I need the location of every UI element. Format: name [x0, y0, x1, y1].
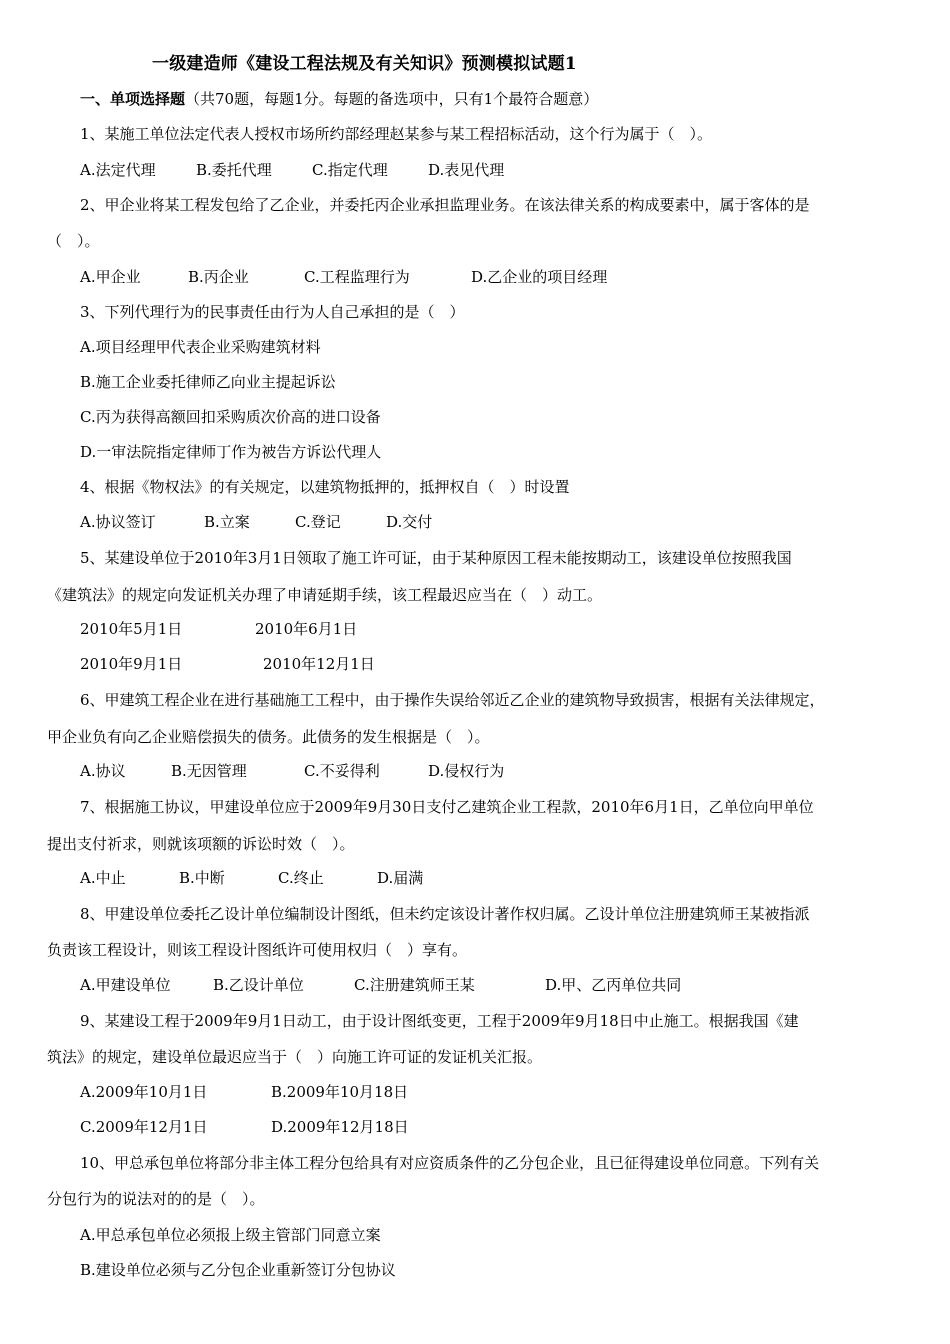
question-5-options-row2: [80, 653, 375, 675]
option-1: 2010年5月1日: [80, 620, 183, 638]
question-9-text: 9、某建设工程于2009年9月1日动工，由于设计图纸变更，工程于2009年9月18日中止施工。根据我国《建: [80, 1012, 799, 1030]
question-3-option-a: A.项目经理甲代表企业采购建筑材料: [80, 338, 321, 356]
question-8-text-cont: 负责该工程设计，则该工程设计图纸许可使用权归（ ）享有。: [47, 941, 468, 959]
question-8-text: 8、甲建设单位委托乙设计单位编制设计图纸，但未约定该设计著作权归属。乙设计单位注册建筑师王某被指派: [80, 905, 810, 923]
option-b: B.2009年10月18日: [271, 1083, 409, 1101]
question-1-options: [80, 159, 504, 181]
option-a: A.法定代理: [80, 161, 156, 179]
question-8-options: [80, 974, 681, 996]
question-3-option-d: D.一审法院指定律师丁作为被告方诉讼代理人: [80, 443, 382, 461]
option-d: D.交付: [386, 513, 433, 531]
question-3-option-c: C.丙为获得高额回扣采购质次价高的进口设备: [80, 408, 381, 426]
option-d: D.侵权行为: [428, 762, 505, 780]
option-a: A.中止: [80, 869, 126, 887]
question-7-text: 7、根据施工协议，甲建设单位应于2009年9月30日支付乙建筑企业工程款，2010年6月1日，乙单位向甲单位: [80, 798, 814, 816]
option-c: C.不妥得利: [304, 762, 380, 780]
question-5-text-cont: 《建筑法》的规定向发证机关办理了申请延期手续，该工程最迟应当在（ ）动工。: [47, 586, 603, 604]
question-9-options-row2: [80, 1116, 409, 1138]
question-7-options: [80, 867, 423, 889]
option-d: D.甲、乙丙单位共同: [545, 976, 682, 994]
option-c: C.注册建筑师王某: [354, 976, 475, 994]
option-a: A.协议: [80, 762, 126, 780]
option-b: B.丙企业: [188, 268, 249, 286]
question-7-text-cont: 提出支付祈求，则就该项额的诉讼时效（ ）。: [47, 835, 355, 853]
option-c: C.登记: [295, 513, 341, 531]
question-10-text-cont: 分包行为的说法对的的是（ ）。: [47, 1190, 265, 1208]
option-c: C.工程监理行为: [304, 268, 410, 286]
question-5-options-row1: [80, 618, 357, 640]
option-a: A.协议签订: [80, 513, 156, 531]
option-3: 2010年9月1日: [80, 655, 183, 673]
question-1-text: 1、某施工单位法定代表人授权市场所约部经理赵某参与某工程招标活动，这个行为属于（ ）。: [80, 125, 713, 143]
option-a: A.2009年10月1日: [80, 1083, 208, 1101]
question-2-text-cont: （ ）。: [47, 232, 100, 250]
option-b: B.乙设计单位: [213, 976, 304, 994]
question-3-option-b: B.施工企业委托律师乙向业主提起诉讼: [80, 373, 336, 391]
question-2-options: [80, 266, 607, 288]
question-10-option-b: B.建设单位必须与乙分包企业重新签订分包协议: [80, 1261, 396, 1279]
option-b: B.委托代理: [196, 161, 272, 179]
question-6-text: 6、甲建筑工程企业在进行基础施工工程中，由于操作失误给邻近乙企业的建筑物导致损害，根据有关法律规定，: [80, 691, 825, 709]
option-b: B.无因管理: [171, 762, 247, 780]
option-b: B.中断: [179, 869, 225, 887]
question-10-text: 10、甲总承包单位将部分非主体工程分包给具有对应资质条件的乙分包企业，且已征得建设单位同意。下列有关: [80, 1154, 820, 1172]
option-d: D.2009年12月18日: [271, 1118, 409, 1136]
section-note: （共70题，每题1分。每题的备选项中，只有1个最符合题意）: [185, 90, 599, 108]
option-4: 2010年12月1日: [263, 655, 375, 673]
option-c: C.终止: [278, 869, 324, 887]
question-6-text-cont: 甲企业负有向乙企业赔偿损失的债务。此债务的发生根据是（ ）。: [47, 728, 490, 746]
question-5-text: 5、某建设单位于2010年3月1日领取了施工许可证，由于某种原因工程未能按期动工，该建设单位按照我国: [80, 549, 792, 567]
question-6-options: [80, 760, 504, 782]
document-title: 一级建造师《建设工程法规及有关知识》预测模拟试题1: [152, 54, 577, 74]
option-d: D.乙企业的项目经理: [471, 268, 608, 286]
option-d: D.表见代理: [428, 161, 505, 179]
option-c: C.2009年12月1日: [80, 1118, 208, 1136]
section-heading: [80, 88, 598, 109]
option-a: A.甲建设单位: [80, 976, 171, 994]
section-title: 一、单项选择题: [80, 90, 186, 108]
option-c: C.指定代理: [312, 161, 388, 179]
option-b: B.立案: [204, 513, 250, 531]
question-9-text-cont: 筑法》的规定，建设单位最迟应当于（ ）向施工许可证的发证机关汇报。: [47, 1048, 543, 1066]
question-2-text: 2、甲企业将某工程发包给了乙企业，并委托丙企业承担监理业务。在该法律关系的构成要素中，属于客体的是: [80, 196, 810, 214]
question-10-option-a: A.甲总承包单位必须报上级主管部门同意立案: [80, 1226, 381, 1244]
question-4-text: 4、根据《物权法》的有关规定，以建筑物抵押的，抵押权自（ ）时设置: [80, 478, 570, 496]
option-a: A.甲企业: [80, 268, 141, 286]
question-3-text: 3、下列代理行为的民事责任由行为人自己承担的是（ ）: [80, 303, 465, 321]
option-2: 2010年6月1日: [255, 620, 358, 638]
question-9-options-row1: [80, 1081, 408, 1103]
question-4-options: [80, 511, 432, 533]
option-d: D.届满: [377, 869, 424, 887]
